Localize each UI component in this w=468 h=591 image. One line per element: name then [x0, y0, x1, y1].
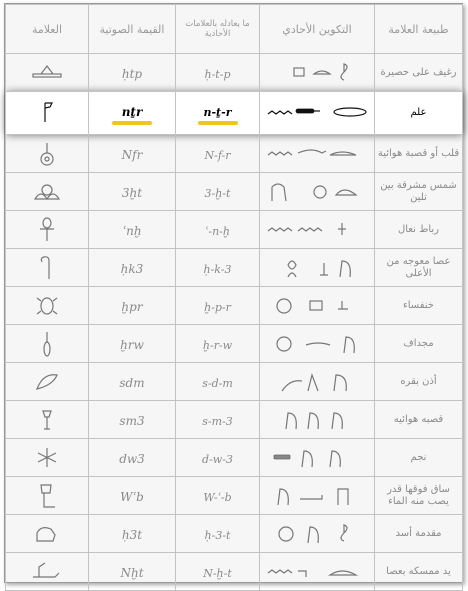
phonetic-cell	[89, 515, 176, 553]
sign-meaning: مجداف	[403, 337, 434, 349]
phonetic-cell	[89, 287, 176, 325]
uniliteral-signs-icon	[260, 179, 374, 205]
lion-forepart-icon	[6, 521, 88, 547]
sign-meaning: عصا معوجه من الأعلى	[386, 255, 451, 279]
nature-cell	[375, 249, 463, 287]
equivalent-value: N-f-r	[204, 149, 231, 162]
header-phonetic: القيمة الصوتية	[89, 5, 176, 54]
equivalent-cell	[176, 325, 260, 363]
composition-cell	[260, 173, 375, 211]
phonetic-cell	[89, 363, 176, 401]
nature-cell	[375, 325, 463, 363]
uniliteral-signs-icon	[260, 483, 374, 509]
sign-cell	[6, 173, 89, 211]
equivalent-cell	[176, 287, 260, 325]
sign-cell	[6, 135, 89, 173]
phonetic-value: 3ḫt	[121, 186, 143, 200]
sign-cell	[6, 325, 89, 363]
equivalent-cell	[176, 477, 260, 515]
sign-meaning: قصبه هوائيه	[393, 413, 444, 425]
highlight-mark	[112, 121, 152, 125]
phonetic-value: ḥ3t	[121, 528, 143, 542]
crook-icon	[6, 255, 88, 281]
phonetic-cell	[89, 249, 176, 287]
uniliteral-signs-icon	[260, 559, 374, 585]
arm-with-stick-icon	[6, 559, 88, 585]
sign-meaning: يد ممسكه بعصا	[386, 565, 451, 577]
equivalent-cell	[176, 92, 260, 135]
sign-cell	[6, 401, 89, 439]
equivalent-cell	[176, 363, 260, 401]
phonetic-cell	[89, 439, 176, 477]
composition-cell	[260, 325, 375, 363]
loaf-on-mat-icon	[6, 60, 88, 86]
table-row	[6, 401, 463, 439]
nature-cell	[375, 401, 463, 439]
phonetic-cell	[89, 477, 176, 515]
uniliteral-signs-icon	[260, 255, 374, 281]
phonetic-cell	[89, 211, 176, 249]
equivalent-value: W-ʿ-b	[203, 491, 232, 504]
header-equivalent: ما يعادله بالعلامات الأحادية	[176, 5, 260, 54]
sign-meaning: رباط نعال	[397, 223, 439, 235]
phonetic-cell	[89, 173, 176, 211]
composition-cell	[260, 287, 375, 325]
scarab-icon	[6, 293, 88, 319]
header-sign: العلامة	[6, 5, 89, 54]
nature-cell	[375, 515, 463, 553]
nature-cell	[375, 173, 463, 211]
nature-cell	[375, 211, 463, 249]
equivalent-value: ḥ-3-t	[204, 529, 231, 542]
cow-ear-icon	[6, 369, 88, 395]
phonetic-value: Nḫt	[120, 566, 144, 580]
equivalent-value: 3-ḫ-t	[204, 187, 231, 200]
ankh-icon	[6, 217, 88, 243]
equivalent-value: ḫ-p-r	[204, 301, 231, 314]
equivalent-value: ḥ-k-3	[203, 263, 232, 276]
phonetic-value: dw3	[119, 452, 145, 466]
equivalent-cell	[176, 211, 260, 249]
uniliteral-signs-icon	[260, 369, 374, 395]
table-row	[6, 92, 463, 135]
heart-windpipe-icon	[6, 141, 88, 167]
sign-meaning: أذن بقره	[400, 375, 437, 387]
phonetic-value: Wʿb	[120, 490, 144, 504]
nature-cell	[375, 92, 463, 135]
equivalent-cell	[176, 173, 260, 211]
hieroglyph-table-frame	[4, 3, 463, 583]
leg-with-jar-icon	[6, 483, 88, 509]
sign-cell	[6, 439, 89, 477]
table-row	[6, 135, 463, 173]
equivalent-cell	[176, 515, 260, 553]
table-row	[6, 54, 463, 92]
sign-meaning: شمس مشرقة بين تلين	[380, 179, 457, 203]
equivalent-value: s-d-m	[202, 377, 233, 390]
composition-cell	[260, 515, 375, 553]
phonetic-cell	[89, 92, 176, 135]
sign-cell	[6, 477, 89, 515]
phonetic-value: sm3	[119, 414, 145, 428]
composition-cell	[260, 439, 375, 477]
phonetic-cell	[89, 325, 176, 363]
equivalent-value: ḫ-r-w	[202, 339, 233, 352]
phonetic-value: Nfr	[121, 148, 143, 162]
equivalent-cell	[176, 249, 260, 287]
table-row	[6, 173, 463, 211]
equivalent-cell	[176, 401, 260, 439]
phonetic-value: nṯr	[121, 105, 143, 119]
composition-cell	[260, 401, 375, 439]
equivalent-cell	[176, 54, 260, 92]
sign-cell	[6, 515, 89, 553]
sign-meaning: خنفساء	[403, 299, 434, 311]
uniliteral-signs-icon	[260, 100, 374, 126]
phonetic-value: ʿnḫ	[122, 224, 142, 238]
sign-cell	[6, 249, 89, 287]
highlight-mark	[198, 121, 238, 125]
uniliteral-signs-icon	[260, 293, 374, 319]
uniliteral-signs-icon	[260, 521, 374, 547]
composition-cell	[260, 363, 375, 401]
phonetic-cell	[89, 135, 176, 173]
table-row	[6, 211, 463, 249]
phonetic-value: ḥtp	[121, 67, 143, 81]
uniliteral-signs-icon	[260, 141, 374, 167]
table-row	[6, 515, 463, 553]
equivalent-cell	[176, 439, 260, 477]
uniliteral-signs-icon	[260, 331, 374, 357]
sign-cell	[6, 287, 89, 325]
composition-cell	[260, 92, 375, 135]
star-icon	[6, 445, 88, 471]
sign-meaning: نجم	[410, 451, 427, 463]
header-nature: طبيعة العلامة	[375, 5, 463, 54]
flag-icon	[6, 100, 88, 126]
equivalent-value: d-w-3	[202, 453, 233, 466]
sign-cell	[6, 363, 89, 401]
sign-meaning: ساق فوقها قدر يصب منه الماء	[387, 483, 450, 507]
table-row	[6, 325, 463, 363]
oar-icon	[6, 331, 88, 357]
nature-cell	[375, 477, 463, 515]
header-composition: التكوين الأحادي	[260, 5, 375, 54]
uniliteral-signs-icon	[260, 445, 374, 471]
sign-meaning: مقدمة أسد	[395, 527, 442, 539]
sign-cell	[6, 92, 89, 135]
sign-meaning: رغيف على حصيرة	[380, 66, 457, 78]
uniliteral-signs-icon	[260, 60, 374, 86]
phonetic-value: ḥk3	[120, 262, 144, 276]
phonetic-value: ḫpr	[121, 300, 143, 314]
table-row	[6, 249, 463, 287]
sign-cell	[6, 54, 89, 92]
sign-meaning: قلب أو قصبة هوائية	[377, 147, 460, 159]
sign-cell	[6, 211, 89, 249]
hieroglyph-table	[5, 4, 463, 591]
composition-cell	[260, 211, 375, 249]
composition-cell	[260, 54, 375, 92]
nature-cell	[375, 135, 463, 173]
composition-cell	[260, 477, 375, 515]
equivalent-value: ʿ-n-ḫ	[205, 225, 230, 238]
nature-cell	[375, 287, 463, 325]
equivalent-value: N-ḫ-t	[203, 567, 232, 580]
table-row	[6, 287, 463, 325]
phonetic-value: ḫrw	[120, 338, 144, 352]
table-row	[6, 477, 463, 515]
nature-cell	[375, 439, 463, 477]
table-row	[6, 439, 463, 477]
table-row	[6, 363, 463, 401]
sunrise-hills-icon	[6, 179, 88, 205]
header-row	[6, 5, 463, 54]
phonetic-value: sdm	[119, 376, 145, 390]
sign-meaning: علم	[410, 107, 427, 118]
windpipe-icon	[6, 407, 88, 433]
phonetic-cell	[89, 401, 176, 439]
composition-cell	[260, 249, 375, 287]
composition-cell	[260, 135, 375, 173]
equivalent-cell	[176, 135, 260, 173]
nature-cell	[375, 54, 463, 92]
equivalent-value: s-m-3	[202, 415, 233, 428]
uniliteral-signs-icon	[260, 217, 374, 243]
phonetic-cell	[89, 54, 176, 92]
uniliteral-signs-icon	[260, 407, 374, 433]
equivalent-value: n-ṯ-r	[203, 106, 232, 119]
equivalent-value: ḥ-t-p	[204, 68, 231, 81]
nature-cell	[375, 363, 463, 401]
